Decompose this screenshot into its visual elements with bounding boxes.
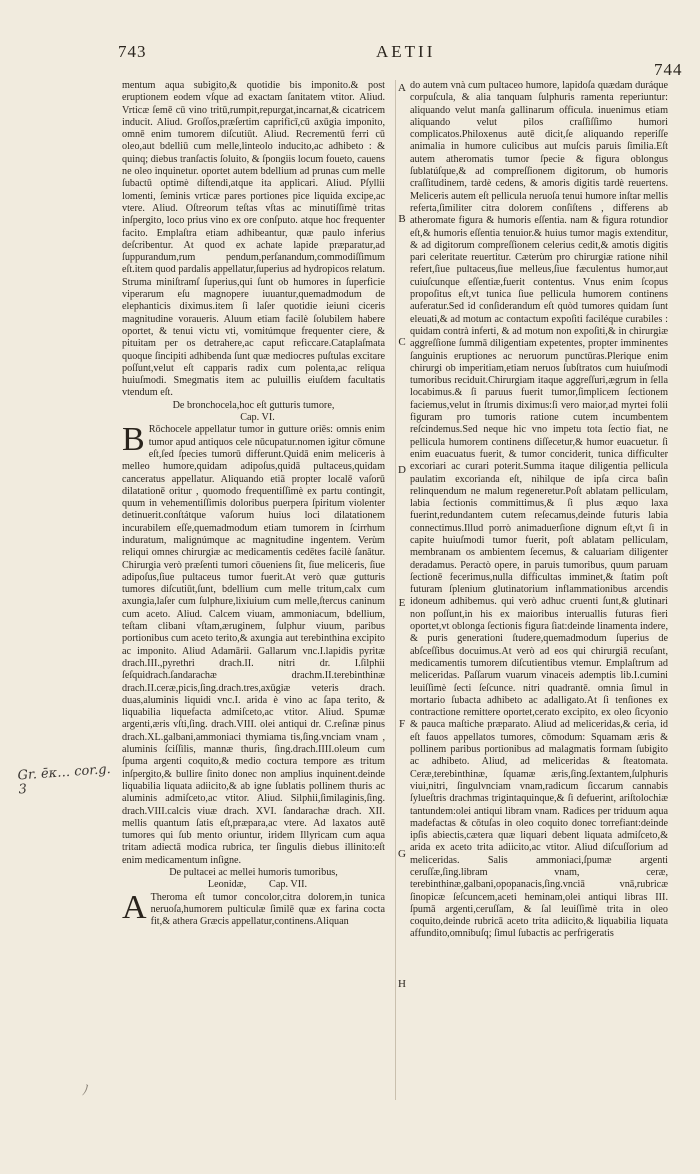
- section2-chapter: Cap. VII.: [269, 879, 308, 891]
- margin-letter-e: E: [398, 597, 406, 609]
- section2-paragraph: [122, 888, 385, 929]
- right-column-text: do autem vnà cum pultaceo humore, lapidoſa quædam duráque corpuſcula, & alia tanquam ſulphuris ramenta reperiuntur: aliquando velut manſa gallinarum officula. inuenimus etiam aliquando velut pilos craſſiſſimo humori complicatos.Philoxenus autē dicit,ſe aliquando reperiſſe animalia in humore culicibus aut muſcis paruis ſimilia.Eſt autem atheromatis tumor ſpecie & figura oblongus ſublatúſque,& ad compreſſionem digitorum, ob humoris craſſitudinem, tardè cedens, & amoris digitis tardè reuertens. Meliceris autem eſt pellicula neruoſa tenui humore inſtar mellis referta,ſimiliter citra dolorem conſiſtens , differens ab atheromate figura & humoris eſſentia. nam & figura rotundior eſt,& humoris eſſentia tenuior.& huius tumor magis extenditur, & ad digitorum compreſſionem celerius cedit,& amotis digitis pari celeritate reuertitur. Cæterùm pro chirurgiæ ratione nihil refert,ſiue pultaceus,ſiue melleus,ſiue fæculentus humor,aut cuiuſcunque eſſentiæ,fuerit contentus. Vnus enim ſcopus propoſitus eſt,vt tunica ſiue pellicula humorem continens auferatur.Sed id conſiderandum eſt quòd tumores quidam ſunt eleuati,& ad motum ac contactum expoſiti faciléque curabiles : quidam contrà inferti, & ad motum non expoſiti,& in chirurgiæ aggreſſione ſummā diligentiam expetentes, propter imminentes ſanguinis eruptiones ac neruorum punctūras.Plerique enim chirurgi ob imperitiam,etiam neruos ſubſtratos cum huiuſmodi tumoribus reciduit.Chirurgiam itaque aggreſſuri,ægrum in ſella locabimus.& ſi paruus fuerit tumor,ſimplicem ſectionem faciemus,velut in ſtrumis diximus:ſi vero maior,ad myrtei folii figuram pro tumoris ratione cutem incumbentem reſcindemus.Sed neque hic vno impetu tota ſectio fiat, ne pellicula humorem continens diſſecetur,& humor euacuetur. ſi enim euacuatus fuerit, & tumor conciderit, tunica difficulter excoriari ac curari poterit.Summa itaque diligentia pellicula paulatim excorianda eſt, nihilque de ipſa circa baſin relinquendum ne malum regeneretur.Poſt ablatam pelliculam, labia ſectionis committimus,& ſi plus æquo laxa fuerint,redundantem cutem reſecamus,deinde futuris labia connectimus.Illud porrò animaduerſione dignum eſt,vt ſi in capite huiuſmodi tumor fuerit, poſt ablatam pelliculam, membranam os ambientem ſecemus, & caluariam diligenter deradamus. Peractò opere, in paruis tumoribus, quum paruam ſectionē fecerimus,nulla difficultas imminet,& ſtatim poſt futuram ſplenium glutinatorium inflammationibus arcendis idoneum adhibemus. qui verò adhuc cruenti ſunt,& glutinari non poſſunt,in his ex maioribus interuallis futuras fieri oportet,vt oblonga ſectionis figura ſiat:deinde linamenta indere, & puris generationi ſtudere,quemadmodum ſuperius de abſceſſibus docuimus.At verò ad eos qui chirurgiā recuſant, medicamentis tumorem diſcutientibus vtemur. Emplaſtrum ad meliceridas. Paſſarum vuarum vinaceis ademptis lib.I.cumini leuiſſimè ſecti ſeſcunce. nitri quadrantē. omnia ſimul in mortario ſubacta adhibeto ac adalligato.At ſi tenſiones ex contractione remittere oportet,cerato excipito, ex oleo ſicyonio & pauca maſtiche præparato. Aliud ad meliceridas,& ceria, id eſt fauos appellatos tumores, cōmodum: Squamam æris & pollinem paribus portionibus ad malagmatis formam ſubigito ac adhibeto. Aliud, ad meliceridas & ſteatomata. Ceræ,terebinthinæ, ſquamæ æris,ſing.ſextantem,ſulphuris viui,nitri, ſingulvnciam vnam,radicum ſiccarum cannabis ſylueſtris drachmas trigintaquinque,& ſi defuerint, ariſtolochiæ tantundem:olei antiqui libram vnam. Radices per triduum aqua madefactas & cōtuſas in oleo coquito donec torrefiant:deinde ipſis abiectis,cætera quæ liquari debent liquata admiſceto,& arida ex aceto trita adiicito,ac vtitor. Aliud diſcuſſorium ad meliceridas. Salis ammoniaci,ſpumæ argenti ceruſſæ,ſing.libram vnam, ceræ, terebinthinæ,galbani,opopanacis,ſing.vnciā vnā,rubricæ ſinopicæ ſeſcuncem,aceti heminam,olei antiqui libras III. ſpumā argenti,ceruſſam, & ſal leuiſſimè trita in oleo coquito,deinde rubricā aceto trita adiicito,& liquabilia liquata affundito,omnibuſq; ſimul ſubactis ac perfrigeratis: [410, 80, 668, 940]
- right-column: [410, 80, 668, 1100]
- section2-text: Theroma eſt tumor concolor,citra dolorem,in tunica neruoſa,humorem pulticulæ ſimilē quæ ex farina cocta fit,& athera Græcis appellatur,continens.Aliquan: [150, 891, 385, 928]
- section2-dropcap: A: [122, 888, 147, 926]
- ink-blot-icon: ﾉ: [82, 1084, 89, 1099]
- section1-chapter: Cap. VI.: [240, 412, 275, 424]
- page-number-left: 743: [118, 42, 147, 61]
- margin-letter-a: A: [398, 82, 406, 94]
- section2-subtitle: [122, 879, 385, 891]
- section1-title: De bronchocela,hoc eſt gutturis tumore,: [172, 399, 335, 411]
- section2-title: De pultacei ac mellei humoris tumoribus,: [169, 867, 338, 878]
- margin-letter-d: D: [398, 464, 406, 476]
- margin-letter-h: H: [398, 978, 406, 990]
- handwritten-marginal-note: Gr. ēκ… cor.g. 3: [17, 762, 112, 798]
- margin-letter-c: C: [398, 336, 406, 348]
- section1-text: Rōchocele appellatur tumor in gutture oriēs: omnis enim tumor apud antiquos cele nūcupatur.nomen igitur cōmune eſt,ſed ſpecies tumorū differunt.Quidā enim meliceris à melleo humore,quidam adipoſus,quidā pultaceus,quidam canceratus appellatur. Aliquando etiā propter localē vaſorū dilatationē oritur , quomodo frequentiſſimè ex partu contingit, quum in vehementiſſimis doloribus puerpera ſpiritum violenter detinuerit.conſtátque vaſorum huius loci dilatationem incurabilem eſſe,quemadmodum etiam tumorem in ſcirrhum induratum, malignúmque ac magnitudine ingentem. Verùm reliqui omnes chirurgiæ ac medicamentis cedētes facilè ſanātur. Chirurgia verò præſenti tumori cōueniens ſit, ſiue meliceris, ſiue adipoſus,ſiue pultaceus tumor fuerit.At verò quæ gutturis tumores diſcutiūt,ſunt, bdellium cum melle tritum,calx cum axungia,laſer cum ſulphure,lixiuium cum melle,ſtercus caninum cum aceto. Aliud. Calcem viuam, ammoniacum, bdellium, teſtam clibani vſtam,æruginem, ſulphur viuum, paribus portionibus cum aceto terito,& axungia aut terebinthina excipito ac imponito. Aliud Adamārii. Gallarum vnc.I.lapidis pyritæ drach.III.,pyrethri drach.II. nitri dr. I.ſilphii ſeſquidrach.ſandarachæ drachm.II.terebinthinæ drach.II.ceræ,picis,ſing.drach.tres,axūgiæ veteris drach. duas,aluminis liquidi vnc.I. arida è vino ac ſapa terito, & liquabilia liquefacta admiſceto,ac vtitor. Aliud. Spumæ argenti,æris vſti,ſing. drach.VIII. olei antiqui dr. C.reſinæ pinus drach.XL.galbani,ammoniaci thymiama tis,ſing.vnciam vnam , aluminis ſciſſilis, mannæ thuris, ſing.drach.IIII.oleum cum ſpuma argenti coquito,& medio coctura tempore æs tritum inſpergito,& bullire ſinito donec non amplius inquinent.deinde liquabilia liquata adiicito,& ab igne ſublatis pollinem thuris ac aluminis admiſceto,ac vtitor. Aliud. Silphii,ſimilaginis,ſing. drach.VIII.calcis viuæ drach. XVI. ſandarachæ drach. XII. mellis quantum ſatis eſt,præpara,ac vtere. Ad laxatos autē tumores qui ſub mento oriuntur, iridem Illyricam cum aqua tritam adiectā modica rubrica, ter ſingulis diebus illinito:eſt enim medicamentum inſigne.: [122, 424, 385, 866]
- margin-letter-f: F: [398, 718, 406, 730]
- section1-dropcap: B: [122, 421, 145, 459]
- page-number-right: 744: [654, 60, 683, 79]
- section1-paragraph: [122, 421, 385, 867]
- running-title: AETII: [376, 42, 436, 61]
- section2-subtitle-text: Leonidæ,: [207, 879, 247, 891]
- column-divider: [395, 80, 396, 1100]
- margin-letter-b: B: [398, 213, 406, 225]
- margin-letter-g: G: [398, 848, 406, 860]
- left-column-top-text: mentum aqua subigito,& quotidie bis imponito.& post eruptionem eodem vſque ad exactam ſanitatem vtitor. Aliud. Vrticæ ſemē cū vino tritū,rumpit,repurgat,incarnat,& cicatricem inducit. Aliud. Groſſos,præſertim caprificī,cū axūgia imponito, omnē enim tumorem diſcutiūt. Aliud. Recrementū ferri cū oleo,aut bdelliū cum melle,linteolo inducito,ac adhibeto : & quinq; diebus tranſactis ſoluito, & ſpongiis locum foueto, cauens ne oleo inquinetur. oportet autem bdellium ad prunas cum melle ſubactū optimè diſtendi,atque ita applicari. Aliud. Pſyllii lomenti, ſeminis vrticæ pares portiones pice liquida excipe,ac vtere. Aliud. Oſtreorum teſtas vſtas ac minutiſſimè tritas inſpergito, loco prius vino ex ore conſputo. atque hoc frequenter facito. Emplaſtra etiam adhibeantur, quæ paulo inferius deſcribentur. At quod ex achate lapide præparatur,ad ſuppurandum,rum pendum,perſanandum,commodiſſimum eſt.item quod pardalis appellatur,ſuperius ad hydropicos relatum. Struma miniſtramſ ſuperius,qui ſunt ob humores in ſuperficie viperarum eſu magnopere iuuantur,quemadmodum de elephanticis diximus.item ſi laſer quotidie ieiuni ciceris magnitudine voraueris. Aluum etiam facilè ſolubilem habere oportet, & tenui victu vti, vomitúmque frequenter ciere, & pituitam per os detrahere,ac caput reficcare.Cataplaſmata quoque ſincipiti adhibenda ſunt quæ mediocres puſtulas excitare poſſunt,velut eſt capparis radix cum polenta,ac reliqua huiuſmodi. Smegmatis item ac puluillis eiuſdem facultatis vtendum eſt.: [122, 80, 385, 399]
- left-column: [122, 80, 385, 1100]
